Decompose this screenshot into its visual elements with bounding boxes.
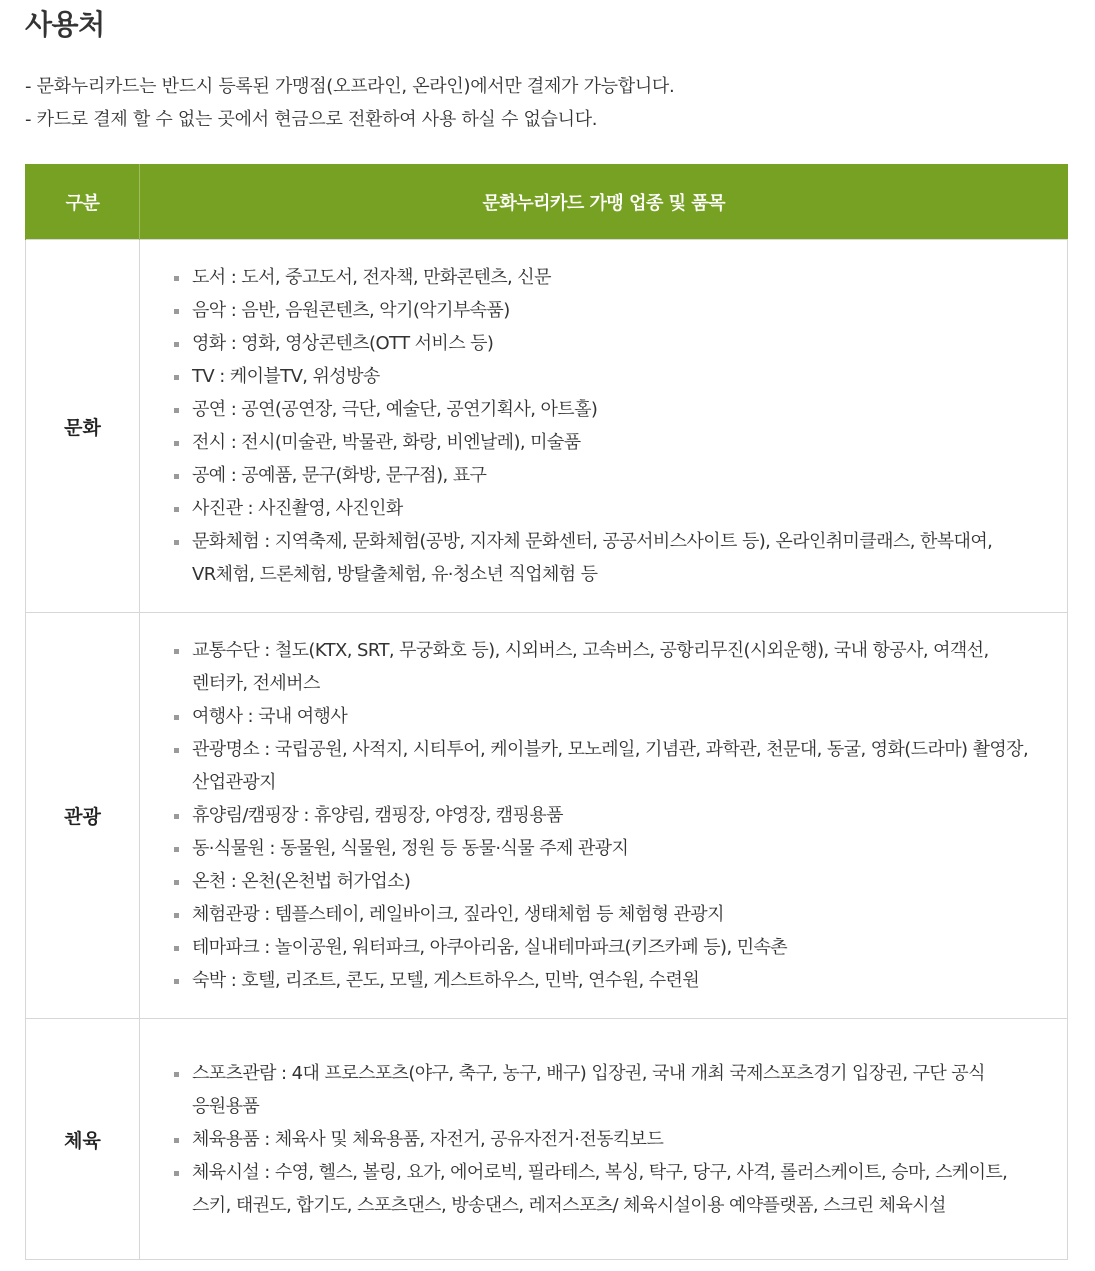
list-item: TV : 케이블TV, 위성방송: [174, 360, 1037, 393]
square-bullet-icon: [174, 979, 179, 984]
list-item: 온천 : 온천(온천법 허가업소): [174, 865, 1037, 898]
table-header-row: [26, 164, 1068, 240]
list-item: 동·식물원 : 동물원, 식물원, 정원 등 동물·식물 주제 관광지: [174, 832, 1037, 865]
section-title: 사용처: [25, 8, 105, 41]
square-bullet-icon: [174, 441, 179, 446]
list-item: 체육시설 : 수영, 헬스, 볼링, 요가, 에어로빅, 필라테스, 복싱, 탁구, 당구, 사격, 롤러스케이트, 승마, 스케이트, 스키, 태권도, 합기도, 스포츠댄스, 방송댄스, 레저스포츠/ 체육시설이용 예약플랫폼, 스크린 체육시설: [174, 1156, 1037, 1222]
notice-item: - 카드로 결제 할 수 없는 곳에서 현금으로 전환하여 사용 하실 수 없습니다.: [25, 109, 598, 130]
square-bullet-icon: [174, 375, 179, 380]
list-item: 숙박 : 호텔, 리조트, 콘도, 모텔, 게스트하우스, 민박, 연수원, 수련원: [174, 964, 1037, 997]
square-bullet-icon: [174, 309, 179, 314]
table-row-tourism: [26, 613, 1068, 1019]
square-bullet-icon: [174, 814, 179, 819]
square-bullet-icon: [174, 649, 179, 654]
list-item: 스포츠관람 : 4대 프로스포츠(야구, 축구, 농구, 배구) 입장권, 국내 개최 국제스포츠경기 입장권, 구단 공식 응원용품: [174, 1057, 1037, 1123]
square-bullet-icon: [174, 408, 179, 413]
category-cell: 문화: [26, 240, 140, 613]
list-item: 교통수단 : 철도(KTX, SRT, 무궁화호 등), 시외버스, 고속버스, 공항리무진(시외운행), 국내 항공사, 여객선, 렌터카, 전세버스: [174, 634, 1037, 700]
list-item: 도서 : 도서, 중고도서, 전자책, 만화콘텐츠, 신문: [174, 261, 1037, 294]
item-list: [174, 1057, 1037, 1222]
list-item: 테마파크 : 놀이공원, 워터파크, 아쿠아리움, 실내테마파크(키즈카페 등), 민속촌: [174, 931, 1037, 964]
list-item: 휴양림/캠핑장 : 휴양림, 캠핑장, 야영장, 캠핑용품: [174, 799, 1037, 832]
notice-item: - 문화누리카드는 반드시 등록된 가맹점(오프라인, 온라인)에서만 결제가 가능합니다.: [25, 76, 675, 97]
square-bullet-icon: [174, 1171, 179, 1176]
items-cell: [140, 240, 1068, 613]
list-item: 공예 : 공예품, 문구(화방, 문구점), 표구: [174, 459, 1037, 492]
square-bullet-icon: [174, 474, 179, 479]
header-items: 문화누리카드 가맹 업종 및 품목: [140, 164, 1068, 240]
list-item: 전시 : 전시(미술관, 박물관, 화랑, 비엔날레), 미술품: [174, 426, 1037, 459]
list-item: 공연 : 공연(공연장, 극단, 예술단, 공연기획사, 아트홀): [174, 393, 1037, 426]
list-item: 여행사 : 국내 여행사: [174, 700, 1037, 733]
square-bullet-icon: [174, 540, 179, 545]
square-bullet-icon: [174, 507, 179, 512]
items-cell: [140, 1019, 1068, 1260]
square-bullet-icon: [174, 847, 179, 852]
square-bullet-icon: [174, 1072, 179, 1077]
square-bullet-icon: [174, 715, 179, 720]
usage-section: [25, 0, 1068, 1260]
usage-table: [25, 164, 1068, 1260]
list-item: 영화 : 영화, 영상콘텐츠(OTT 서비스 등): [174, 327, 1037, 360]
square-bullet-icon: [174, 913, 179, 918]
category-cell: 체육: [26, 1019, 140, 1260]
square-bullet-icon: [174, 276, 179, 281]
table-row-sports: [26, 1019, 1068, 1260]
table-row-culture: [26, 240, 1068, 613]
list-item: 체험관광 : 템플스테이, 레일바이크, 짚라인, 생태체험 등 체험형 관광지: [174, 898, 1037, 931]
list-item: 사진관 : 사진촬영, 사진인화: [174, 492, 1037, 525]
square-bullet-icon: [174, 342, 179, 347]
square-bullet-icon: [174, 946, 179, 951]
list-item: 관광명소 : 국립공원, 사적지, 시티투어, 케이블카, 모노레일, 기념관, 과학관, 천문대, 동굴, 영화(드라마) 촬영장, 산업관광지: [174, 733, 1037, 799]
items-cell: [140, 613, 1068, 1019]
item-list: [174, 261, 1037, 591]
item-list: [174, 634, 1037, 997]
notice-list: [25, 70, 1068, 136]
category-cell: 관광: [26, 613, 140, 1019]
square-bullet-icon: [174, 748, 179, 753]
square-bullet-icon: [174, 880, 179, 885]
header-category: 구분: [26, 164, 140, 240]
list-item: 음악 : 음반, 음원콘텐츠, 악기(악기부속품): [174, 294, 1037, 327]
list-item: 문화체험 : 지역축제, 문화체험(공방, 지자체 문화센터, 공공서비스사이트 등), 온라인취미클래스, 한복대여, VR체험, 드론체험, 방탈출체험, 유·청소년 직업체험 등: [174, 525, 1037, 591]
list-item: 체육용품 : 체육사 및 체육용품, 자전거, 공유자전거·전동킥보드: [174, 1123, 1037, 1156]
square-bullet-icon: [174, 1138, 179, 1143]
